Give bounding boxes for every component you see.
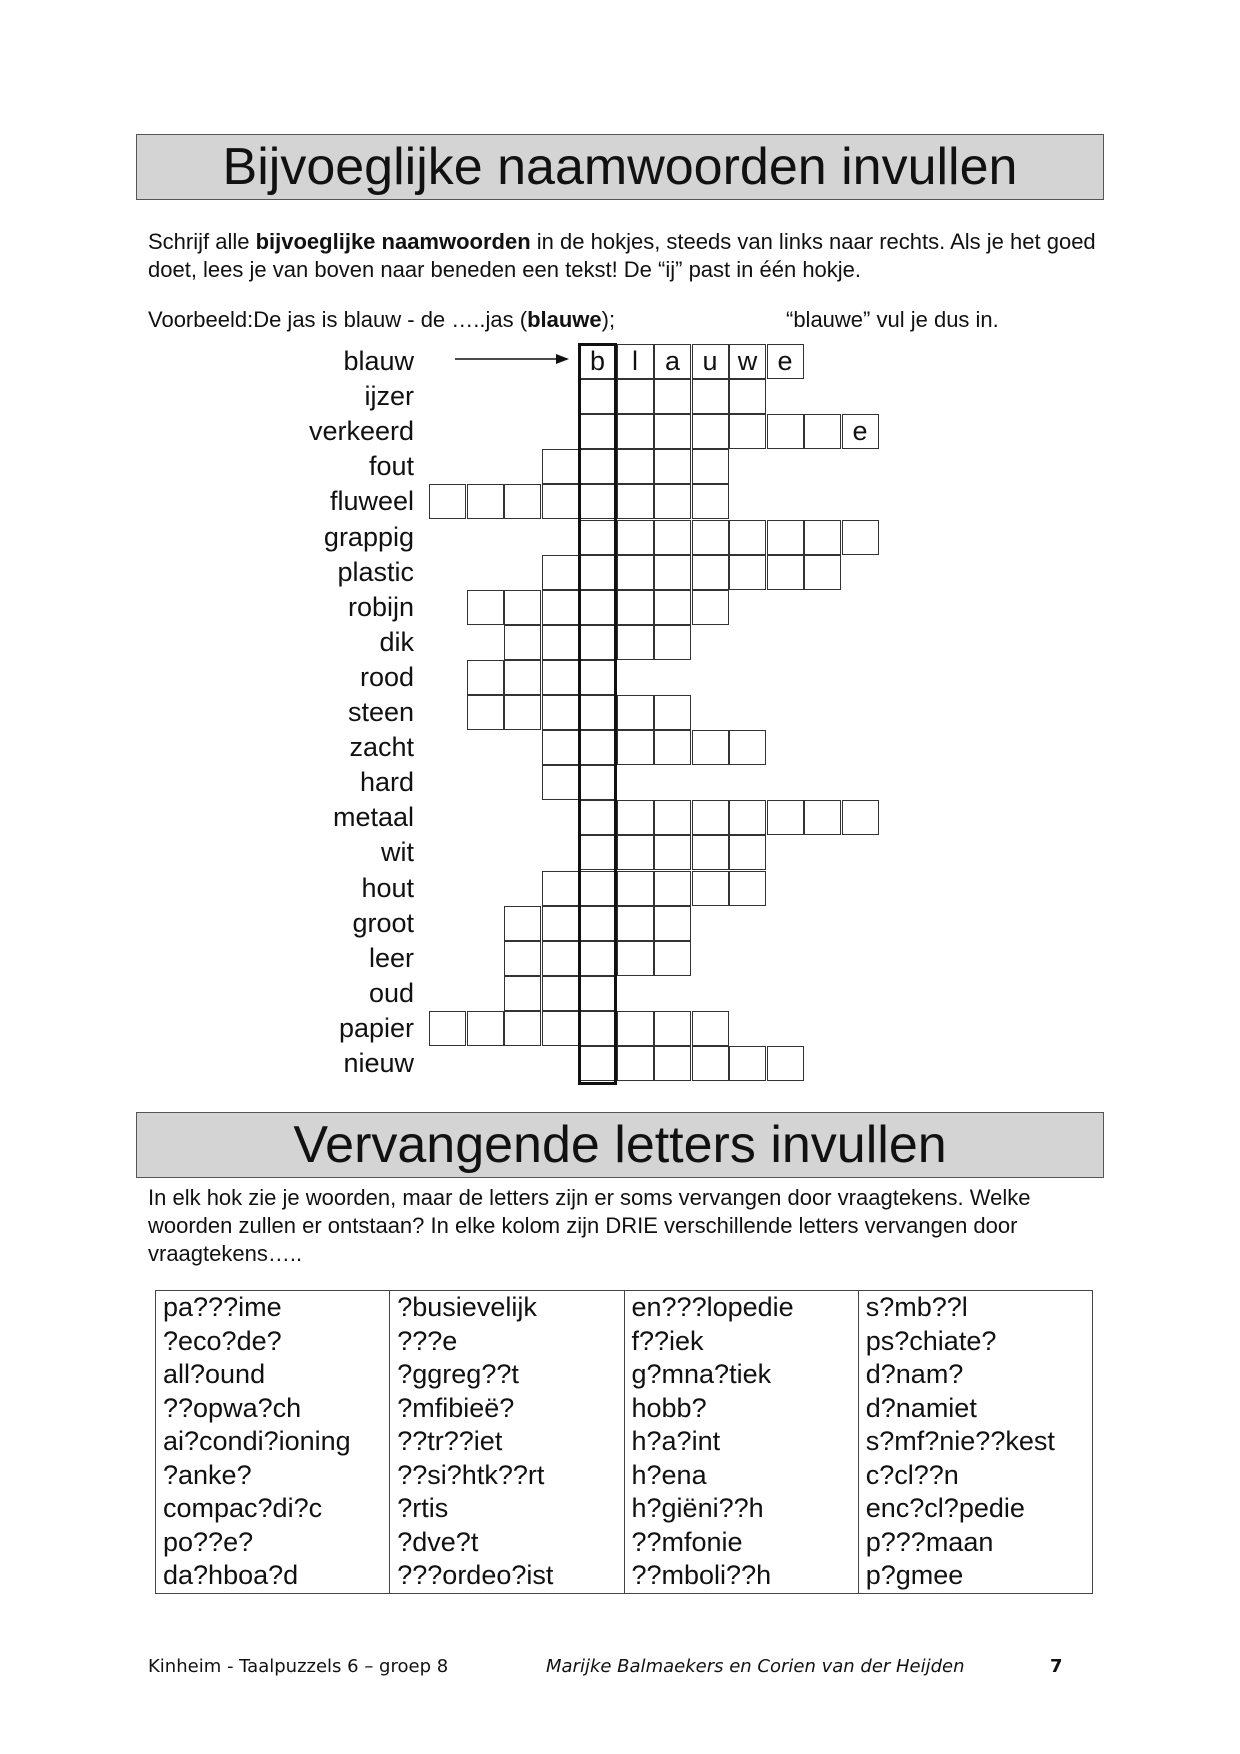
grid-cell[interactable]: [542, 625, 579, 660]
footer-publisher: Kinheim - Taalpuzzels 6 – groep 8: [148, 1656, 449, 1677]
row-word-zacht: zacht: [349, 732, 414, 763]
puzzle-word: s?mb??l: [865, 1292, 968, 1322]
grid-cell[interactable]: [467, 484, 504, 519]
grid-cell[interactable]: [654, 449, 691, 484]
puzzle-word: compac?di?c: [163, 1493, 323, 1523]
row-word-fout: fout: [368, 451, 414, 482]
grid-cell[interactable]: [729, 414, 766, 449]
grid-cell[interactable]: u: [692, 344, 729, 379]
puzzle-word: ?mfibieë?: [397, 1392, 515, 1423]
puzzle-word: ?anke?: [163, 1459, 252, 1490]
grid-cell[interactable]: [729, 730, 766, 765]
grid-cell[interactable]: l: [617, 344, 654, 379]
grid-cell[interactable]: [542, 484, 579, 519]
row-word-fluweel: fluweel: [329, 486, 414, 517]
grid-cell[interactable]: [467, 660, 504, 695]
grid-cell[interactable]: [617, 730, 654, 765]
puzzle-word: s?mf?nie??kest: [865, 1426, 1055, 1456]
grid-cell[interactable]: [542, 730, 579, 765]
row-word-leer: leer: [368, 942, 414, 973]
grid-cell[interactable]: [579, 414, 616, 449]
grid-cell[interactable]: [804, 520, 841, 555]
grid-cell[interactable]: [617, 414, 654, 449]
word-column-3: [624, 1291, 858, 1594]
row-word-groot: groot: [352, 907, 414, 938]
word-column-2: [390, 1291, 624, 1594]
grid-cell[interactable]: [692, 1046, 729, 1081]
puzzle-word: enc?cl?pedie: [865, 1493, 1025, 1523]
grid-cell[interactable]: b: [579, 344, 616, 379]
row-word-metaal: metaal: [332, 802, 414, 833]
grid-cell[interactable]: [542, 555, 579, 590]
grid-cell[interactable]: [504, 976, 541, 1011]
grid-cell[interactable]: [692, 730, 729, 765]
grid-cell[interactable]: [579, 695, 616, 730]
grid-cell[interactable]: [767, 1046, 804, 1081]
puzzle-word: ai?condi?ioning: [163, 1426, 351, 1456]
grid-cell[interactable]: [692, 379, 729, 414]
grid-cell[interactable]: [579, 906, 616, 941]
grid-cell[interactable]: [617, 379, 654, 414]
grid-cell[interactable]: [617, 1011, 654, 1046]
puzzle-word: ??tr??iet: [397, 1426, 503, 1456]
grid-cell[interactable]: [617, 590, 654, 625]
grid-cell[interactable]: [804, 414, 841, 449]
row-word-plastic: plastic: [337, 556, 414, 587]
grid-cell[interactable]: [429, 484, 466, 519]
grid-cell[interactable]: e: [767, 344, 804, 379]
grid-cell[interactable]: [842, 520, 879, 555]
grid-cell[interactable]: [654, 520, 691, 555]
grid-cell[interactable]: [504, 906, 541, 941]
grid-cell[interactable]: [542, 906, 579, 941]
row-word-hard: hard: [359, 767, 414, 798]
row-word-dik: dik: [379, 626, 414, 657]
row-word-blauw: blauw: [343, 346, 414, 376]
page-number: 7: [1050, 1656, 1063, 1677]
puzzle-word: d?nam?: [865, 1359, 964, 1389]
puzzle-word: c?cl??n: [865, 1459, 959, 1490]
puzzle-word: p???maan: [865, 1526, 994, 1557]
row-word-steen: steen: [347, 697, 414, 727]
grid-cell[interactable]: [654, 835, 691, 870]
grid-cell[interactable]: [617, 835, 654, 870]
row-word-nieuw: nieuw: [343, 1048, 414, 1078]
grid-cell[interactable]: w: [729, 344, 766, 379]
puzzle-word: p?gmee: [865, 1560, 964, 1590]
grid-cell[interactable]: [654, 730, 691, 765]
puzzle-word: ?rtis: [397, 1493, 449, 1523]
grid-cell[interactable]: [579, 1046, 616, 1081]
grid-cell[interactable]: [767, 520, 804, 555]
grid-cell[interactable]: [654, 800, 691, 835]
grid-cell[interactable]: [429, 1011, 466, 1046]
grid-cell[interactable]: [654, 555, 691, 590]
puzzle-word: ??si?htk??rt: [397, 1459, 545, 1490]
grid-cell[interactable]: [579, 555, 616, 590]
grid-cell[interactable]: [654, 906, 691, 941]
row-word-ijzer: ijzer: [364, 381, 414, 412]
puzzle-word: ?eco?de?: [163, 1325, 282, 1356]
example-note: “blauwe” vul je dus in.: [786, 307, 999, 332]
grid-cell[interactable]: [654, 1011, 691, 1046]
grid-cell[interactable]: [729, 871, 766, 906]
puzzle-word: ps?chiate?: [865, 1325, 997, 1356]
grid-cell[interactable]: [617, 871, 654, 906]
puzzle-word: hobb?: [631, 1392, 707, 1423]
puzzle-word: h?a?int: [631, 1426, 721, 1456]
grid-cell[interactable]: [767, 555, 804, 590]
word-table: [155, 1290, 1093, 1594]
grid-cell[interactable]: [729, 379, 766, 414]
grid-cell[interactable]: [579, 765, 616, 800]
grid-cell[interactable]: [579, 730, 616, 765]
grid-cell[interactable]: [692, 800, 729, 835]
grid-cell[interactable]: [579, 976, 616, 1011]
grid-cell[interactable]: [804, 800, 841, 835]
grid-cell[interactable]: [542, 660, 579, 695]
grid-cell[interactable]: [692, 520, 729, 555]
grid-cell[interactable]: [617, 449, 654, 484]
row-word-rood: rood: [359, 661, 414, 692]
grid-cell[interactable]: [842, 800, 879, 835]
grid-cell[interactable]: [692, 1011, 729, 1046]
grid-cell[interactable]: [579, 800, 616, 835]
grid-cell[interactable]: [654, 695, 691, 730]
grid-cell[interactable]: [654, 484, 691, 519]
row-word-grappig: grappig: [323, 521, 414, 552]
puzzle-word: da?hboa?d: [163, 1560, 299, 1590]
grid-cell[interactable]: [504, 941, 541, 976]
grid-cell[interactable]: [729, 835, 766, 870]
grid-cell[interactable]: [579, 625, 616, 660]
grid-cell[interactable]: a: [654, 344, 691, 379]
grid-cell[interactable]: [617, 555, 654, 590]
puzzle-word: ??opwa?ch: [163, 1392, 302, 1423]
grid-cell[interactable]: [579, 1011, 616, 1046]
grid-cell[interactable]: [692, 555, 729, 590]
grid-cell[interactable]: [542, 590, 579, 625]
grid-cell[interactable]: [617, 520, 654, 555]
grid-cell[interactable]: [617, 800, 654, 835]
grid-cell[interactable]: [767, 414, 804, 449]
grid-cell[interactable]: [542, 941, 579, 976]
grid-cell[interactable]: [654, 871, 691, 906]
section1-instructions: Schrijf alle bijvoeglijke naamwoorden in de hokjes, steeds van links naar rechts. Als je het goed doet, lees je van boven naar beneden een tekst! De “ij” past in één hokje.: [148, 229, 1096, 282]
grid-cell[interactable]: [617, 906, 654, 941]
row-word-robijn: robijn: [347, 591, 414, 622]
grid-cell[interactable]: [617, 484, 654, 519]
grid-cell[interactable]: [579, 379, 616, 414]
puzzle-word: g?mna?tiek: [631, 1359, 772, 1389]
grid-cell[interactable]: [579, 484, 616, 519]
puzzle-word: ???e: [397, 1325, 458, 1356]
grid-cell[interactable]: [579, 835, 616, 870]
row-word-hout: hout: [361, 872, 414, 903]
grid-cell[interactable]: [767, 800, 804, 835]
grid-cell[interactable]: [654, 590, 691, 625]
grid-cell[interactable]: [504, 484, 541, 519]
grid-cell[interactable]: [579, 941, 616, 976]
grid-cell[interactable]: [692, 590, 729, 625]
grid-cell[interactable]: [654, 625, 691, 660]
puzzle-word: ?dve?t: [397, 1526, 479, 1557]
grid-cell[interactable]: [804, 555, 841, 590]
puzzle-word: all?ound: [163, 1359, 266, 1389]
grid-cell[interactable]: e: [842, 414, 879, 449]
row-word-papier: papier: [338, 1012, 414, 1043]
grid-cell[interactable]: [729, 520, 766, 555]
grid-cell[interactable]: [542, 871, 579, 906]
puzzle-word: d?namiet: [865, 1392, 977, 1423]
grid-cell[interactable]: [504, 1011, 541, 1046]
grid-cell[interactable]: [692, 871, 729, 906]
grid-cell[interactable]: [542, 1011, 579, 1046]
puzzle-word: f??iek: [631, 1325, 704, 1356]
section1-title: Bijvoeglijke naamwoorden invullen: [136, 134, 1104, 200]
row-word-verkeerd: verkeerd: [308, 416, 414, 447]
section2-title: Vervangende letters invullen: [136, 1112, 1104, 1178]
grid-cell[interactable]: [542, 449, 579, 484]
puzzle-word: en???lopedie: [631, 1292, 794, 1322]
footer-authors: Marijke Balmaekers en Corien van der Heijden: [546, 1656, 965, 1677]
grid-cell[interactable]: [617, 625, 654, 660]
puzzle-word: ?busievelijk: [397, 1292, 537, 1322]
section2-instructions: In elk hok zie je woorden, maar de letters zijn er soms vervangen door vraagtekens. Welke woorden zullen er ontstaan? In elke kolom zijn DRIE verschillende letters vervangen door vraagtekens…..: [148, 1185, 1031, 1266]
grid-cell[interactable]: [504, 660, 541, 695]
grid-cell[interactable]: [729, 555, 766, 590]
grid-cell[interactable]: [467, 1011, 504, 1046]
puzzle-word: ?ggreg??t: [397, 1359, 519, 1389]
grid-cell[interactable]: [542, 765, 579, 800]
arrow-icon: [455, 353, 570, 365]
grid-cell[interactable]: [692, 484, 729, 519]
grid-cell[interactable]: [692, 449, 729, 484]
grid-cell[interactable]: [504, 625, 541, 660]
grid-cell[interactable]: [504, 590, 541, 625]
word-column-1: [156, 1291, 390, 1594]
puzzle-word: pa???ime: [163, 1292, 282, 1322]
grid-cell[interactable]: [654, 414, 691, 449]
grid-cell[interactable]: [467, 590, 504, 625]
row-word-oud: oud: [368, 977, 414, 1008]
grid-cell[interactable]: [729, 800, 766, 835]
puzzle-word: po??e?: [163, 1526, 254, 1557]
grid-cell[interactable]: [654, 1046, 691, 1081]
grid-cell[interactable]: [654, 941, 691, 976]
grid-cell[interactable]: [579, 660, 616, 695]
grid-cell[interactable]: [542, 976, 579, 1011]
grid-cell[interactable]: [579, 520, 616, 555]
grid-cell[interactable]: [692, 835, 729, 870]
puzzle-word: ??mboli??h: [631, 1560, 772, 1590]
puzzle-word: h?giëni??h: [631, 1493, 764, 1523]
row-word-wit: wit: [381, 837, 414, 868]
grid-cell[interactable]: [579, 449, 616, 484]
grid-cell[interactable]: [467, 695, 504, 730]
grid-cell[interactable]: [617, 1046, 654, 1081]
grid-cell[interactable]: [617, 941, 654, 976]
grid-cell[interactable]: [542, 695, 579, 730]
puzzle-word: h?ena: [631, 1459, 707, 1490]
puzzle-word: ??mfonie: [631, 1526, 743, 1557]
example-line: Voorbeeld:De jas is blauw - de …..jas (blauwe);: [148, 307, 616, 332]
puzzle-word: ???ordeo?ist: [397, 1560, 554, 1590]
grid-cell[interactable]: [579, 590, 616, 625]
grid-cell[interactable]: [654, 379, 691, 414]
grid-cell[interactable]: [617, 695, 654, 730]
grid-cell[interactable]: [504, 695, 541, 730]
grid-cell[interactable]: [579, 871, 616, 906]
word-column-4: [858, 1291, 1092, 1594]
grid-cell[interactable]: [729, 1046, 766, 1081]
grid-cell[interactable]: [692, 414, 729, 449]
